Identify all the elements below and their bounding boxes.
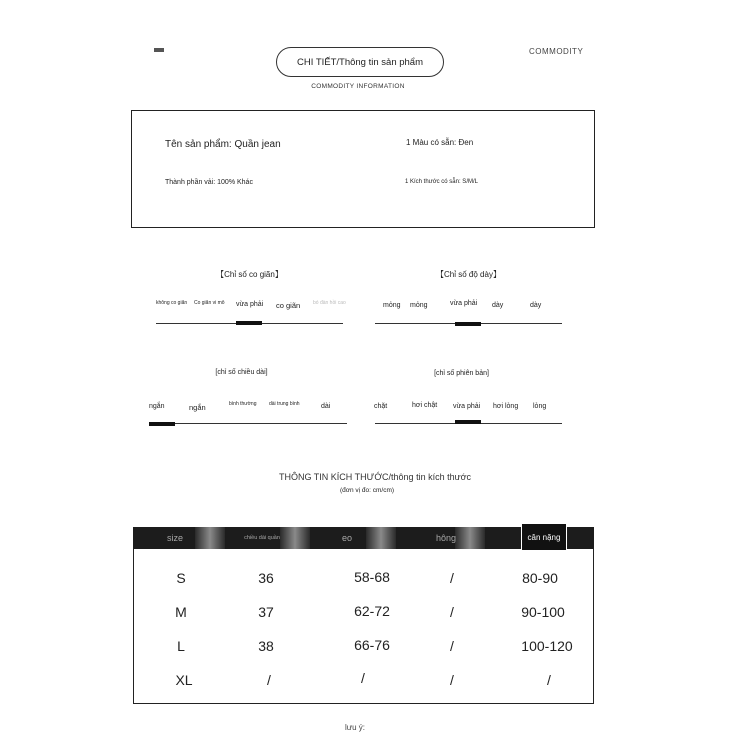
header-weight: cân nặng bbox=[521, 523, 567, 551]
table-cell: / bbox=[450, 570, 454, 586]
table-cell: / bbox=[361, 670, 365, 686]
table-cell: 90-100 bbox=[521, 604, 565, 620]
table-cell: M bbox=[175, 604, 187, 620]
commodity-info-subtitle: COMMODITY INFORMATION bbox=[311, 83, 405, 90]
table-cell: L bbox=[177, 638, 185, 654]
table-cell: 62-72 bbox=[354, 603, 390, 619]
table-cell: S bbox=[176, 570, 186, 586]
stretch-index-title: 【Chỉ số co giãn】 bbox=[216, 270, 283, 279]
commodity-label: COMMODITY bbox=[529, 47, 584, 56]
table-cell: 80-90 bbox=[522, 570, 558, 586]
length-label-3: bình thường bbox=[229, 401, 257, 407]
pill-title: CHI TIẾT/Thông tin sản phẩm bbox=[296, 56, 424, 68]
header-waist: eo bbox=[341, 533, 352, 543]
table-cell: / bbox=[450, 638, 454, 654]
stretch-label-1: không co giãn bbox=[156, 300, 188, 306]
product-info-box bbox=[131, 110, 595, 228]
header-divider-icon bbox=[366, 527, 396, 549]
stretch-label-5: bó đàn hồi cao bbox=[313, 300, 346, 306]
table-cell: 100-120 bbox=[521, 638, 573, 654]
header-hip: hông bbox=[435, 533, 457, 543]
thickness-label-5: dày bbox=[530, 302, 542, 309]
product-color: 1 Màu có sẵn: Đen bbox=[406, 138, 474, 147]
table-cell: 38 bbox=[258, 638, 274, 654]
thickness-label-3: vừa phải bbox=[450, 300, 478, 307]
fit-scale-marker bbox=[455, 420, 481, 424]
stretch-label-3: vừa phải bbox=[236, 301, 264, 308]
thickness-label-2: mỏng bbox=[410, 302, 428, 309]
fit-label-2: hơi chật bbox=[412, 402, 438, 409]
length-label-1: ngắn bbox=[149, 403, 165, 410]
stretch-label-2: Co giãn vi mô bbox=[194, 300, 225, 306]
size-info-title: THÔNG TIN KÍCH THƯỚC/thông tin kích thước bbox=[278, 472, 472, 482]
size-unit-note: (đơn vị đo: cm/cm) bbox=[339, 487, 395, 494]
thickness-scale-marker bbox=[455, 322, 481, 326]
fit-label-3: vừa phải bbox=[453, 403, 481, 410]
stretch-scale-marker bbox=[236, 321, 262, 325]
length-label-5: dài bbox=[321, 403, 331, 410]
table-cell: 36 bbox=[258, 570, 274, 586]
table-cell: / bbox=[547, 672, 551, 688]
table-cell: 37 bbox=[258, 604, 274, 620]
header-divider-icon bbox=[280, 527, 310, 549]
fit-label-5: lỏng bbox=[533, 403, 547, 410]
thickness-index-title: 【Chỉ số độ dày】 bbox=[436, 270, 501, 279]
product-details-pill bbox=[276, 47, 444, 77]
length-label-2: ngắn bbox=[189, 403, 206, 412]
table-cell: 66-76 bbox=[354, 637, 390, 653]
fit-label-4: hơi lỏng bbox=[493, 403, 519, 410]
header-dash-icon bbox=[154, 48, 164, 52]
table-cell: / bbox=[450, 604, 454, 620]
table-cell: / bbox=[450, 672, 454, 688]
table-cell: XL bbox=[175, 672, 193, 688]
product-fabric: Thành phần vải: 100% Khác bbox=[165, 179, 253, 186]
header-size: size bbox=[166, 533, 183, 543]
length-index-title: [chỉ số chiều dài] bbox=[215, 369, 268, 376]
thickness-label-4: dày bbox=[492, 302, 504, 309]
footer-note: lưu ý: bbox=[344, 723, 366, 732]
fit-label-1: chặt bbox=[374, 403, 388, 410]
length-label-4: dài trung bình bbox=[269, 401, 300, 407]
table-cell: / bbox=[267, 672, 271, 688]
fit-index-title: [chỉ số phiên bản] bbox=[434, 370, 489, 377]
product-name: Tên sản phẩm: Quần jean bbox=[165, 139, 281, 150]
table-cell: 58-68 bbox=[354, 569, 390, 585]
product-sizes: 1 Kích thước có sẵn: S/M/L bbox=[405, 179, 478, 185]
length-scale-line bbox=[149, 423, 347, 424]
thickness-label-1: mỏng bbox=[383, 302, 401, 309]
length-scale-marker bbox=[149, 422, 175, 426]
stretch-label-4: co giãn bbox=[276, 301, 301, 310]
header-length: chiều dài quần bbox=[244, 534, 280, 541]
